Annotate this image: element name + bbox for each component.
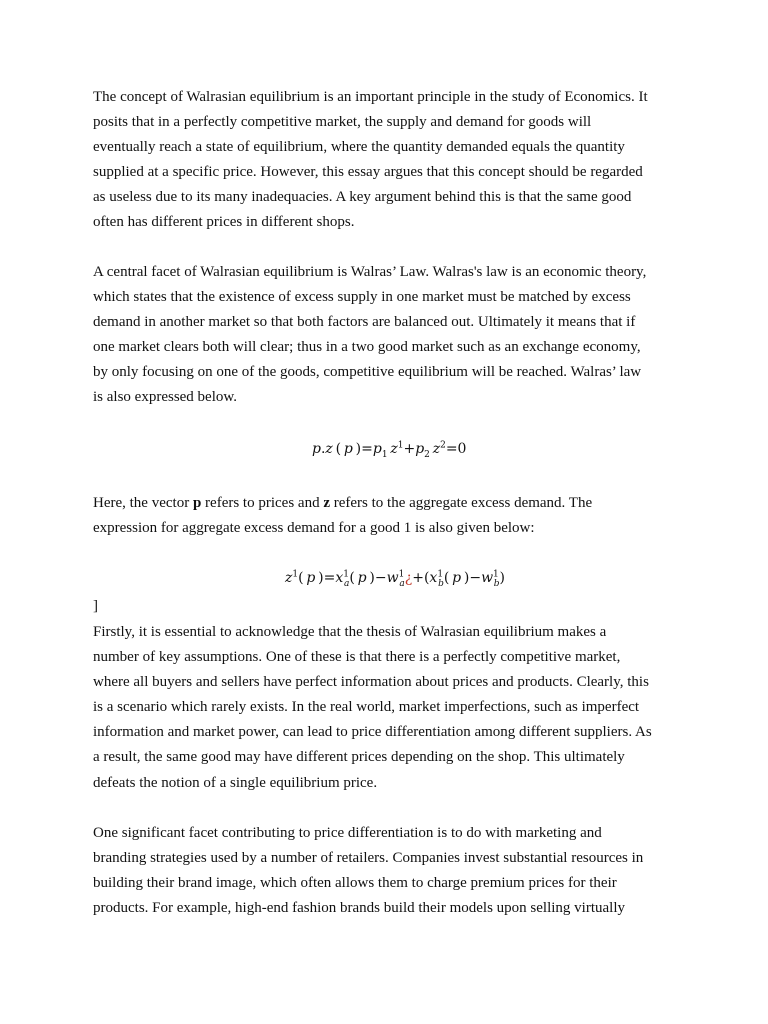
text-line: often has different prices in different shops. bbox=[93, 214, 355, 231]
text-line: Firstly, it is essential to acknowledge that the thesis of Walrasian equilibrium makes a bbox=[93, 624, 607, 640]
text-line: A central facet of Walrasian equilibrium is Walras’ Law. Walras's law is an economic theory, bbox=[93, 264, 647, 280]
equation-walras-law: p.z ( p )$=p_1$ $z^1+p_2$ $z^2=0$ bbox=[312, 440, 467, 460]
text-line: which states that the existence of excess supply in one market must be matched by excess bbox=[93, 289, 631, 306]
text-line: Here, the vector p refers to prices and z refers to the aggregate excess demand. The bbox=[93, 495, 593, 511]
paragraph-assumptions bbox=[93, 620, 683, 796]
text-line: by only focusing on one of the goods, competitive equilibrium will be reached. Walras’ law bbox=[93, 364, 642, 381]
text-line: posits that in a perfectly competitive market, the supply and demand for goods will bbox=[93, 114, 592, 131]
paragraph-branding bbox=[93, 821, 683, 921]
paragraph-vector-definition bbox=[93, 491, 683, 541]
text-line: The concept of Walrasian equilibrium is an important principle in the study of Economics. It bbox=[93, 89, 648, 105]
text-line: number of key assumptions. One of these is that there is a perfectly competitive market, bbox=[93, 649, 621, 666]
text-line: information and market power, can lead to price differentiation among different suppliers. As bbox=[93, 724, 652, 741]
text-line: supplied at a specific price. However, this essay argues that this concept should be regarded bbox=[93, 164, 643, 181]
text-line: is a scenario which rarely exists. In the real world, market imperfections, such as imperfect bbox=[93, 699, 640, 716]
text-line: One significant facet contributing to price differentiation is to do with marketing and bbox=[93, 825, 602, 841]
text-line: branding strategies used by a number of retailers. Companies invest substantial resources in bbox=[93, 850, 644, 867]
paragraph-intro bbox=[93, 85, 683, 236]
text-line: is also expressed below. bbox=[93, 389, 237, 406]
text-line: where all buyers and sellers have perfect information about prices and products. Clearly, this bbox=[93, 674, 649, 691]
text-line: as useless due to its many inadequacies. A key argument behind this is that the same good bbox=[93, 189, 632, 206]
equation-excess-demand: $z^1$( p )$=x^1_a$( p )$-w^1_a¿+(x^1_b$( p )$-w^1_b$) bbox=[285, 569, 506, 589]
text-line: one market clears both will clear; thus in a two good market such as an exchange economy, bbox=[93, 339, 641, 356]
text-line: products. For example, high-end fashion brands build their models upon selling virtually bbox=[93, 900, 625, 917]
text-line: demand in another market so that both factors are balanced out. Ultimately it means that if bbox=[93, 314, 636, 331]
stray-bracket: ] bbox=[93, 598, 98, 614]
text-line: a result, the same good may have different prices depending on the shop. This ultimately bbox=[93, 749, 625, 766]
text-line: building their brand image, which often allows them to charge premium prices for their bbox=[93, 875, 617, 892]
text-line: eventually reach a state of equilibrium, where the quantity demanded equals the quantity bbox=[93, 139, 625, 156]
paragraph-walras-law bbox=[93, 260, 683, 411]
text-line: defeats the notion of a single equilibrium price. bbox=[93, 774, 378, 791]
text-line: expression for aggregate excess demand for a good 1 is also given below: bbox=[93, 520, 535, 537]
